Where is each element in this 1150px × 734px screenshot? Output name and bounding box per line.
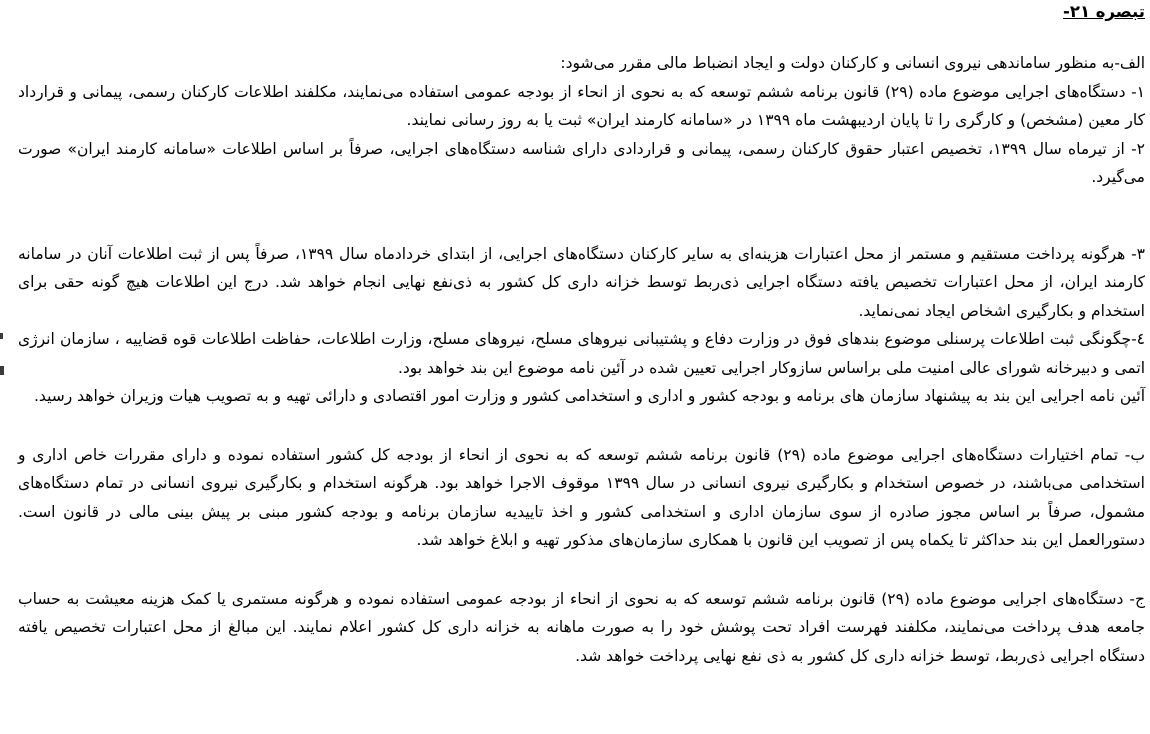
edge-artifact [0, 333, 3, 339]
edge-artifact [0, 366, 4, 375]
section-a-intro: الف-به منظور ساماندهی نیروی انسانی و کارکنان دولت و ایجاد انضباط مالی مقرر می‌شود: [560, 54, 1145, 72]
section-c-paragraph: ج- دستگاه‌های اجرایی موضوع ماده (۲۹) قانون برنامه ششم توسعه که به نحوی از انحاء از بودجه عمومی استفاده نموده و هرگونه مستمری یا کمک هزینه معیشت به حساب جامعه هدف پرداخت می‌نمایند، مکلفند فهرست افراد تحت پوشش خود را به صورت ماهانه به خزانه داری کل کشور اعلام نمایند. این مبالغ از محل اعتبارات تخصیص یافته دستگاه اجرایی ذی‌ربط، توسط خزانه داری کل کشور به ذی نفع نهایی پرداخت خواهد شد. [18, 589, 1145, 665]
section-a-item-4: ٤-چگونگی ثبت اطلاعات پرسنلی موضوع بندهای فوق در وزارت دفاع و پشتیبانی نیروهای مسلح، نیروهای مسلح، وزارت اطلاعات، حفاظت اطلاعات قوه قضاییه ، سازمان انرژی اتمی و دبیرخانه شورای عالی امنیت ملی براساس سازوکار اجرایی تعیین شده در آئین نامه موضوع این بند خواهد بود. [18, 330, 1145, 377]
section-a-item-2: ۲- از تیرماه سال ۱۳۹۹، تخصیص اعتبار حقوق کارکنان رسمی، پیمانی و قراردادی دارای شناسه دستگاه‌های اجرایی، صرفاً بر اساس اطلاعات «سامانه کارمند ایران» صورت می‌گیرد. [18, 139, 1145, 186]
section-a-item-1: ۱- دستگاه‌های اجرایی موضوع ماده (۲۹) قانون برنامه ششم توسعه که به نحوی از انحاء از بودجه عمومی استفاده می‌نمایند، مکلفند اطلاعات کارکنان رسمی، پیمانی و قرارداد کار معین (مشخص) و کارگری را تا پایان اردیبهشت ماه ۱۳۹۹ در «سامانه کارمند ایران» ثبت یا به روز رسانی نمایند. [18, 82, 1145, 129]
section-b-paragraph: ب- تمام اختیارات دستگاه‌های اجرایی موضوع ماده (۲۹) قانون برنامه ششم توسعه که به نحوی از انحاء از بودجه کل کشور استفاده نموده و دارای مقررات خاص اداری و استخدامی می‌باشند، در خصوص استخدام و بکارگیری نیروی انسانی در سال ۱۳۹۹ موقوف الاجرا خواهد بود. هرگونه استخدام و بکارگیری نیروی انسانی در تمام دستگاه‌های مشمول، صرفاً بر اساس مجوز صادره از سوی سازمان اداری و استخدامی کشور و اخذ تاییدیه سازمان برنامه و بودجه کشور مبنی بر پیش بینی مالی در قانون است. دستورالعمل این بند حداکثر تا یکماه پس از تصویب این قانون با همکاری سازمان‌های مذکور تهیه و ابلاغ خواهد شد. [18, 445, 1145, 549]
section-a-item-3: ۳- هرگونه پرداخت مستقیم و مستمر از محل اعتبارات هزینه‌ای به سایر کارکنان دستگاه‌های اجرایی، از ابتدای خردادماه سال ۱۳۹۹، صرفاً پس از ثبت اطلاعات آنان در سامانه کارمند ایران، از محل اعتبارات تخصیص یافته دستگاه اجرایی ذی‌ربط توسط خزانه داری کل کشور به ذی‌نفع نهایی انجام خواهد شد. درج این اطلاعات هیچ گونه حقی برای استخدام و بکارگیری اشخاص ایجاد نمی‌نماید. [18, 244, 1145, 320]
section-a-closing: آئین نامه اجرایی این بند به پیشنهاد سازمان های برنامه و بودجه کشور و اداری و استخدامی کشور و وزارت امور اقتصادی و دارائی تهیه و به تصویب هیات وزیران خواهد رسید. [34, 387, 1145, 405]
page-title: تبصره ۲۱- [1063, 2, 1145, 21]
title-row [18, 2, 1145, 22]
